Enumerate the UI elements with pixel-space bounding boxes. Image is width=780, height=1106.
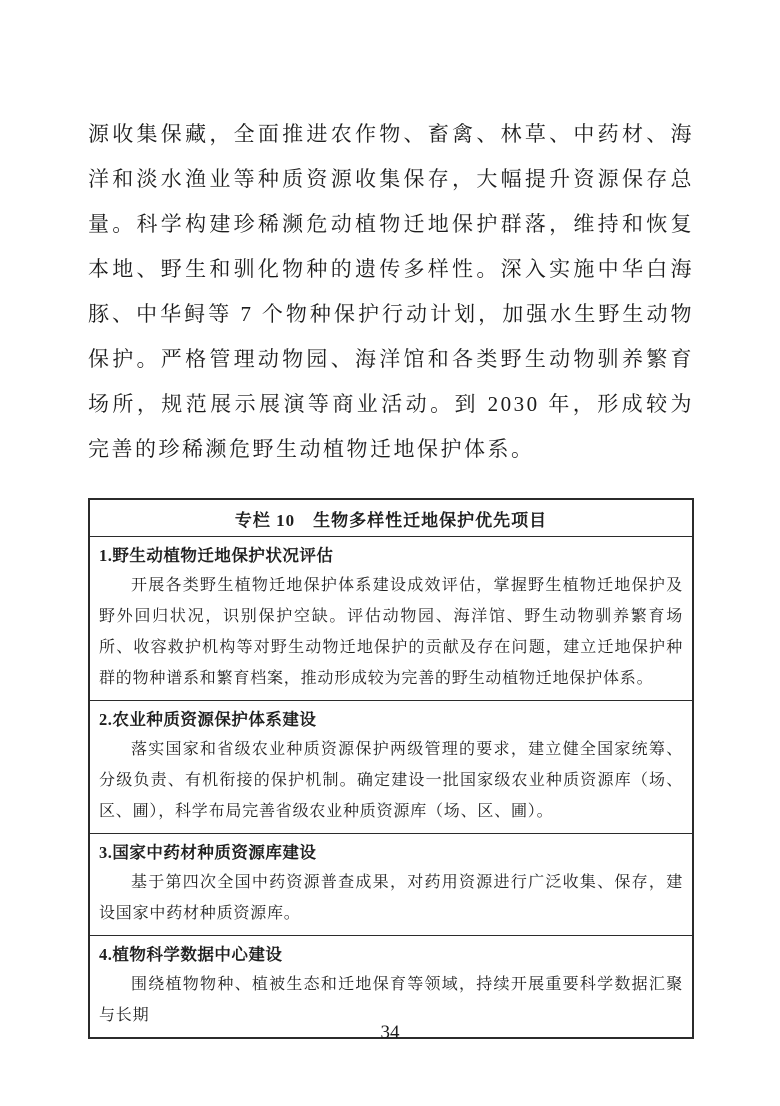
panel-section-3 (90, 833, 692, 935)
section-heading: 2.农业种质资源保护体系建设 (99, 710, 317, 729)
page-number: 34 (380, 1022, 400, 1043)
section-heading: 4.植物科学数据中心建设 (99, 945, 283, 964)
section-heading: 3.国家中药材种质资源库建设 (99, 843, 317, 862)
section-body: 基于第四次全国中药资源普查成果，对药用资源进行广泛收集、保存，建设国家中药材种质资源库。 (99, 874, 683, 922)
text-column (88, 0, 694, 1039)
section-heading: 1.野生动植物迁地保护状况评估 (99, 546, 334, 565)
section-body: 围绕植物物种、植被生态和迁地保育等领域，持续开展重要科学数据汇聚与长期 (99, 976, 683, 1024)
panel-section-1 (90, 537, 692, 700)
panel-title: 专栏 10 生物多样性迁地保护优先项目 (90, 500, 692, 537)
section-body: 开展各类野生植物迁地保护体系建设成效评估，掌握野生植物迁地保护及野外回归状况，识别保护空缺。评估动物园、海洋馆、野生动物驯养繁育场所、收容救护机构等对野生动物迁地保护的贡献及存在问题，建立迁地保护种群的物种谱系和繁育档案，推动形成较为完善的野生动植物迁地保护体系。 (99, 577, 683, 687)
highlight-panel (88, 498, 694, 1039)
body-paragraph: 源收集保藏，全面推进农作物、畜禽、林草、中药材、海洋和淡水渔业等种质资源收集保存，大幅提升资源保存总量。科学构建珍稀濒危动植物迁地保护群落，维持和恢复本地、野生和驯化物种的遗传多样性。深入实施中华白海豚、中华鲟等 7 个物种保护行动计划，加强水生野生动物保护。严格管理动物园、海洋馆和各类野生动物驯养繁育场所，规范展示展演等商业活动。到 2030 年，形成较为完善的珍稀濒危野生动植物迁地保护体系。 (88, 122, 694, 461)
panel-section-2 (90, 700, 692, 833)
section-body: 落实国家和省级农业种质资源保护两级管理的要求，建立健全国家统筹、分级负责、有机衔接的保护机制。确定建设一批国家级农业种质资源库（场、区、圃），科学布局完善省级农业种质资源库（场、区、圃）。 (99, 741, 683, 820)
